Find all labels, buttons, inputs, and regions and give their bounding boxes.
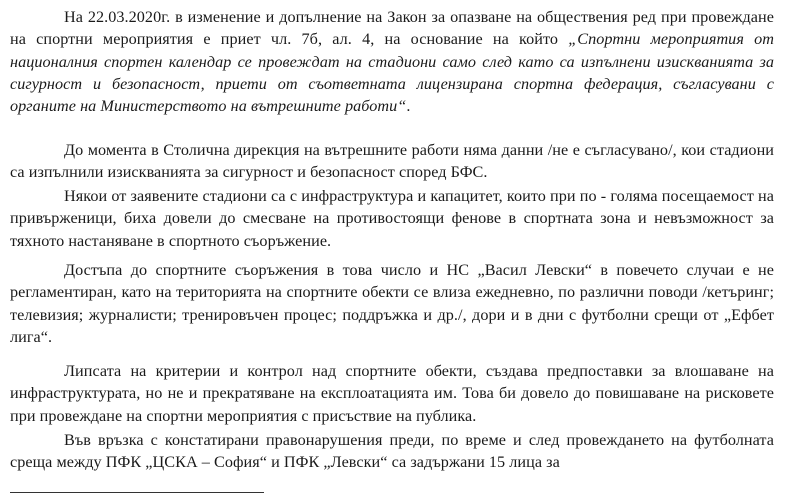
paragraph-law-amendment [10,6,774,117]
paragraph-detentions: Във връзка с констатирани правонарушения преди, по време и след провеждането на футболната среща между ПФК „ЦСКА – София“ и ПФК „Левски“ са задържани 15 лица за [10,431,774,472]
paragraph-access-regulation: Достъпа до спортните съоръжения в това число и НС „Васил Левски“ в повечето случаи е не регламентиран, като на територията на спортните обекти се влиза ежедневно, по различни поводи /кетъринг; телевизия; журналисти; тренировъчен процес; поддръжка и др./, дори и в дни с футболни срещи от „Ефбет лига“. [10,261,774,346]
paragraph-stadium-capacity: Някои от заявените стадиони са с инфраструктура и капацитет, които при по - голяма посещаемост на привърженици, биха довели до смесване на противостоящи фенове в спортната зона и невъзможност за тяхното настаняване в спортното съоръжение. [10,187,774,250]
quoted-law-text: „Спортни мероприятия от националния спортен календар се провеждат на стадиони само след като са изпълнени изискванията за сигурност и безопасност, приети от съответната лицензирана спортна федерация, съгласувани с органите на Министерството на вътрешните работи“ [10,30,774,116]
paragraph-end: . [406,97,411,116]
paragraph-lack-of-control: Липсата на критерии и контрол над спортните обекти, създава предпоставки за влошаване на инфраструктурата, но не и прекратяване на експлоатацията им. Това би довело до повишаване на рисковете при провеждане на спортни мероприятия с присъствие на публика. [10,362,774,425]
paragraph-text: На 22.03.2020г. в изменение и допълнение на Закон за опазване на обществения ред при провеждане на спортни мероприятия е приет чл. 7б, ал. 4, на основание на който [10,8,774,49]
paragraph-sdvr-data: До момента в Столична дирекция на вътрешните работи няма данни /не е съгласувано/, кои стадиони са изпълнили изискванията за сигурност и безопасност според БФС. [10,141,774,182]
footnote-separator [10,492,264,493]
